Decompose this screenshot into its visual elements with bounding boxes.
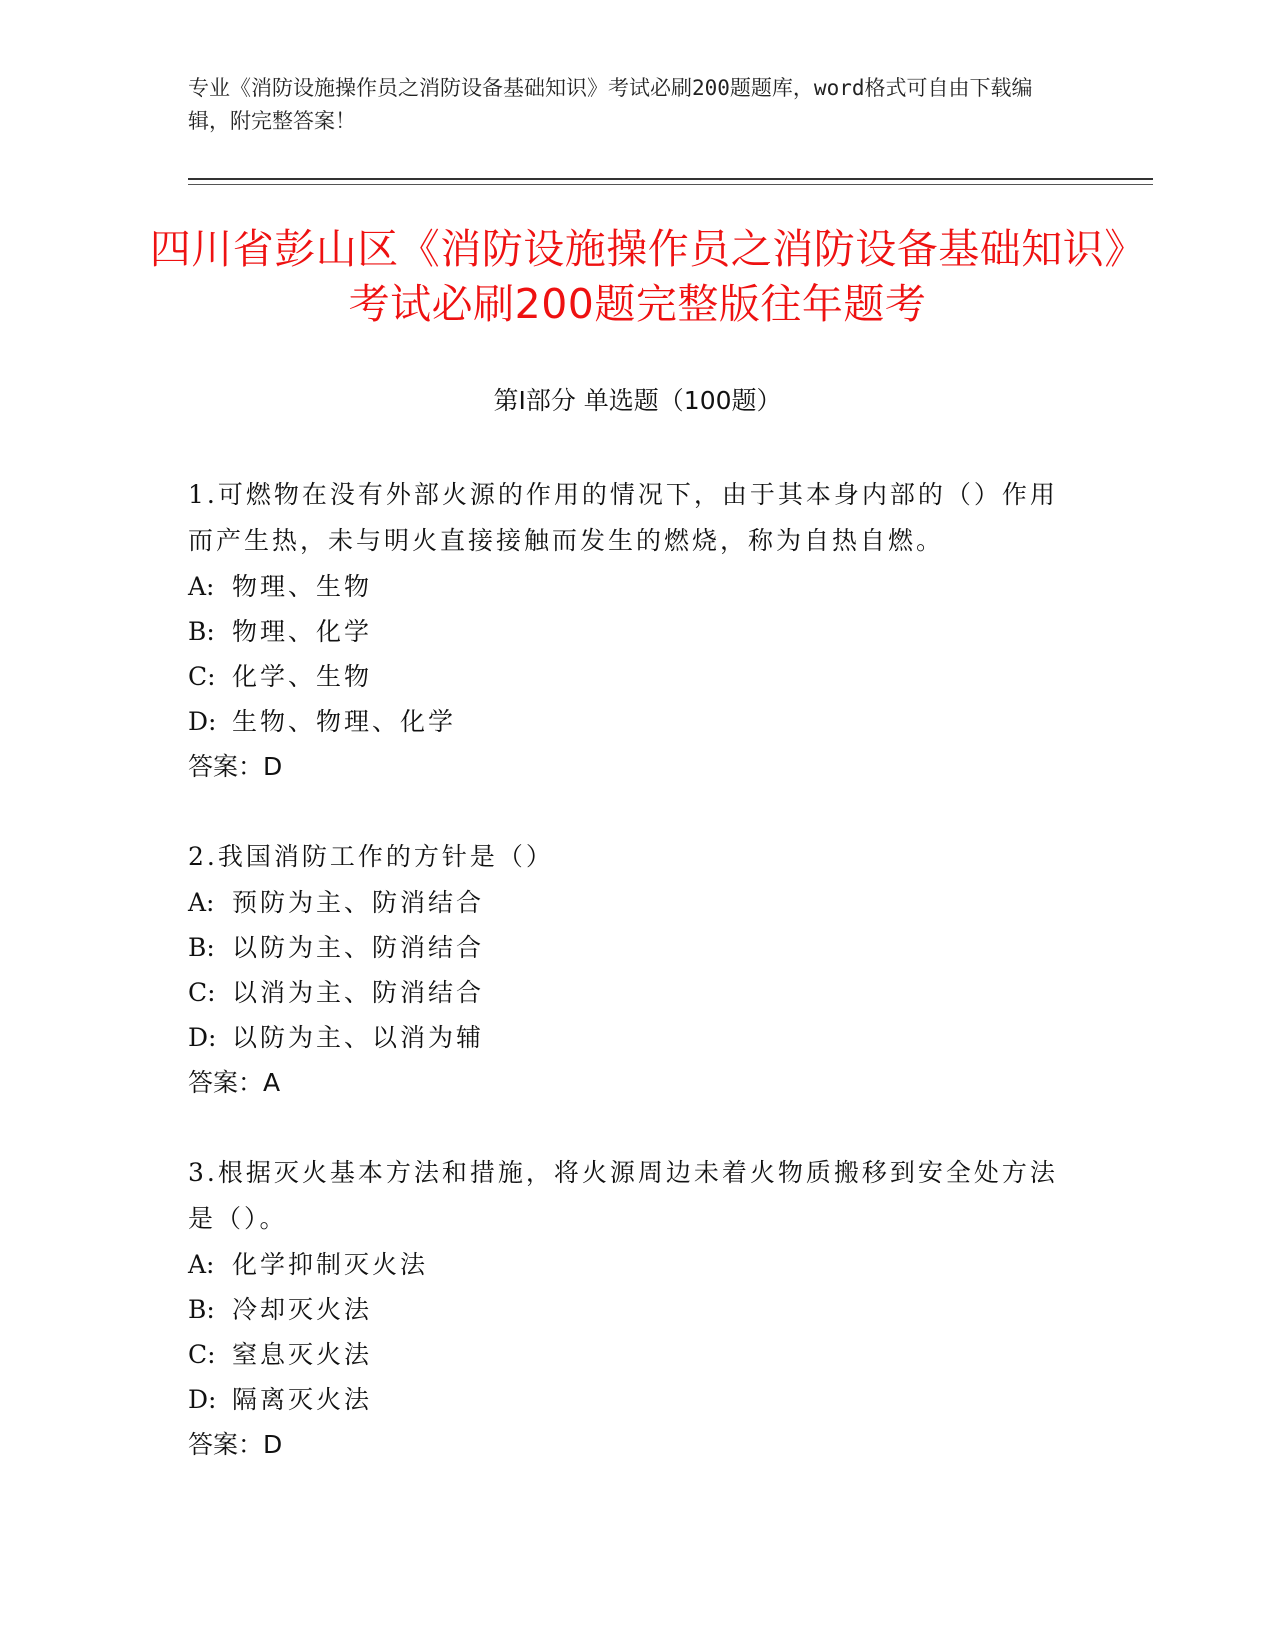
question-item: [188, 472, 1068, 790]
option-letter: A:: [188, 572, 215, 601]
option-text: 以防为主、防消结合: [232, 933, 485, 962]
answer-option: [188, 699, 1068, 744]
option-text: 窒息灭火法: [232, 1340, 373, 1369]
option-letter: B:: [188, 617, 215, 646]
option-text: 生物、物理、化学: [232, 707, 457, 736]
option-text: 冷却灭火法: [232, 1295, 373, 1324]
question-item: [188, 1150, 1068, 1468]
option-text: 以防为主、以消为辅: [232, 1023, 485, 1052]
option-letter: C:: [188, 1340, 216, 1369]
answer-option: [188, 925, 1068, 970]
section-heading: 第I部分 单选题（100题）: [493, 386, 782, 415]
option-letter: B:: [188, 933, 215, 962]
document-title: 四川省彭山区《消防设施操作员之消防设备基础知识》考试必刷200题完整版往年题考: [149, 225, 1126, 328]
option-text: 预防为主、防消结合: [232, 888, 485, 917]
header-note: 专业《消防设施操作员之消防设备基础知识》考试必刷200题题库，word格式可自由下载编辑，附完整答案！: [188, 76, 1033, 133]
question-item: [188, 834, 1068, 1106]
header-divider-thin: [188, 184, 1153, 185]
answer-option: [188, 1332, 1068, 1377]
option-text: 化学、生物: [232, 662, 373, 691]
question-stem: 1.可燃物在没有外部火源的作用的情况下，由于其本身内部的（）作用而产生热，未与明火直接接触而发生的燃烧，称为自热自燃。: [188, 480, 1058, 555]
option-letter: B:: [188, 1295, 215, 1324]
answer-option: [188, 654, 1068, 699]
question-stem: 3.根据灭火基本方法和措施，将火源周边未着火物质搬移到安全处方法是（）。: [188, 1158, 1058, 1233]
answer-option: [188, 1287, 1068, 1332]
answer-option: [188, 1242, 1068, 1287]
option-letter: C:: [188, 978, 216, 1007]
answer-option: [188, 1015, 1068, 1060]
question-answer: 答案：D: [188, 752, 283, 781]
answer-option: [188, 609, 1068, 654]
option-text: 以消为主、防消结合: [232, 978, 485, 1007]
question-answer: 答案：A: [188, 1068, 281, 1097]
option-letter: D:: [188, 707, 217, 736]
question-stem: 2.我国消防工作的方针是（）: [188, 842, 554, 871]
answer-option: [188, 564, 1068, 609]
answer-option: [188, 970, 1068, 1015]
question-list: [188, 472, 1068, 1512]
answer-option: [188, 880, 1068, 925]
header-divider-thick: [188, 178, 1153, 180]
option-text: 隔离灭火法: [232, 1385, 373, 1414]
option-letter: C:: [188, 662, 216, 691]
answer-option: [188, 1377, 1068, 1422]
option-text: 物理、生物: [232, 572, 373, 601]
option-letter: D:: [188, 1385, 217, 1414]
option-letter: A:: [188, 1250, 215, 1279]
option-text: 化学抑制灭火法: [232, 1250, 429, 1279]
option-text: 物理、化学: [232, 617, 373, 646]
question-answer: 答案：D: [188, 1430, 283, 1459]
option-letter: A:: [188, 888, 215, 917]
option-letter: D:: [188, 1023, 217, 1052]
